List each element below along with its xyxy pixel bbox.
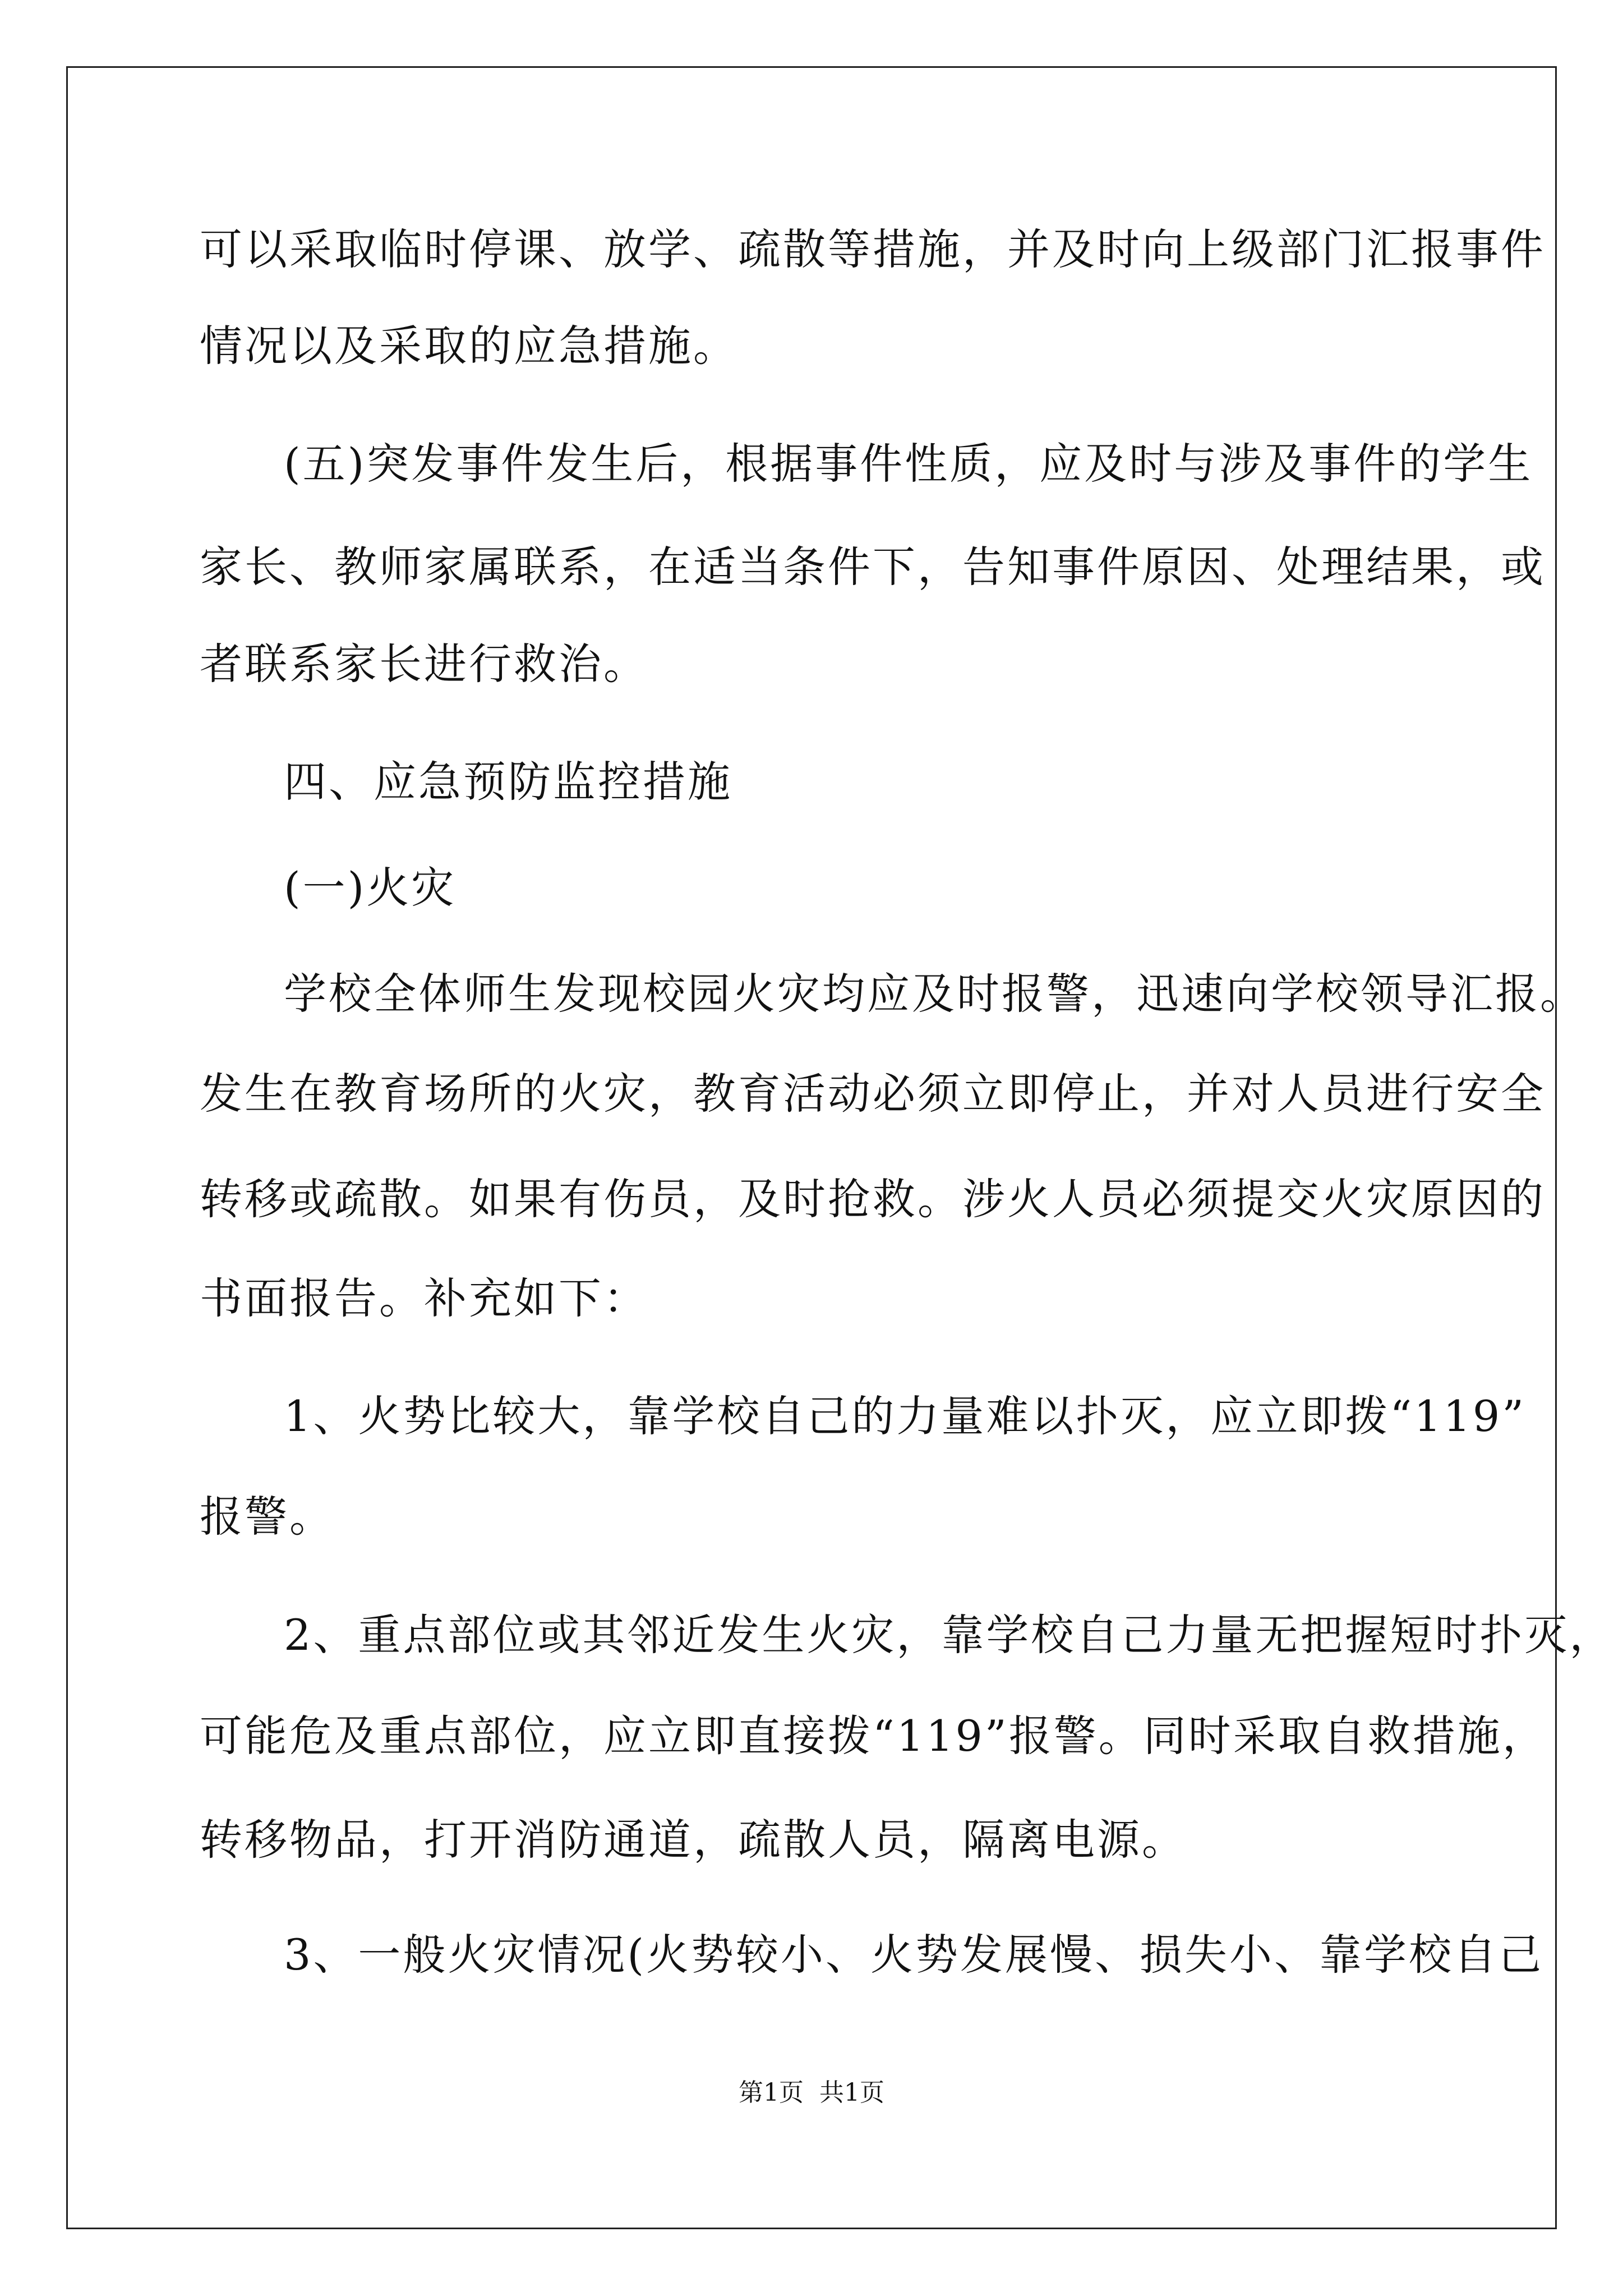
page-border — [66, 66, 1557, 2229]
text-line: 可能危及重点部位，应立即直接拨“119”报警。同时采取自救措施， — [200, 1711, 1547, 1761]
text-line: 报警。 — [200, 1492, 334, 1542]
section-heading: 四、应急预防监控措施 — [284, 757, 732, 807]
text-line: 可以采取临时停课、放学、疏散等措施，并及时向上级部门汇报事件 — [200, 224, 1546, 274]
text-line: 转移物品，打开消防通道，疏散人员，隔离电源。 — [200, 1815, 1187, 1865]
text-line: 家长、教师家属联系，在适当条件下，告知事件原因、处理结果，或 — [200, 542, 1546, 592]
page-total: 共1页 — [819, 2078, 884, 2107]
text-line: 情况以及采取的应急措施。 — [200, 321, 738, 371]
text-line: 转移或疏散。如果有伤员，及时抢救。涉火人员必须提交火灾原因的 — [200, 1174, 1546, 1224]
text-line: (五)突发事件发生后，根据事件性质，应及时与涉及事件的学生 — [284, 439, 1533, 489]
text-line: 书面报告。补充如下： — [200, 1273, 648, 1323]
text-line: 学校全体师生发现校园火灾均应及时报警，迅速向学校领导汇报。 — [284, 969, 1585, 1019]
text-line: 者联系家长进行救治。 — [200, 639, 648, 689]
subsection-heading: (一)火灾 — [284, 863, 457, 913]
page-footer — [0, 2076, 1623, 2110]
text-line: 3、一般火灾情况(火势较小、火势发展慢、损失小、靠学校自己 — [284, 1930, 1544, 1980]
page-number: 第1页 — [739, 2078, 804, 2107]
text-line: 发生在教育场所的火灾，教育活动必须立即停止，并对人员进行安全 — [200, 1069, 1546, 1119]
text-line: 2、重点部位或其邻近发生火灾，靠学校自己力量无把握短时扑灭， — [284, 1610, 1615, 1660]
text-line: 1、火势比较大，靠学校自己的力量难以扑灭，应立即拨“119” — [284, 1391, 1527, 1441]
